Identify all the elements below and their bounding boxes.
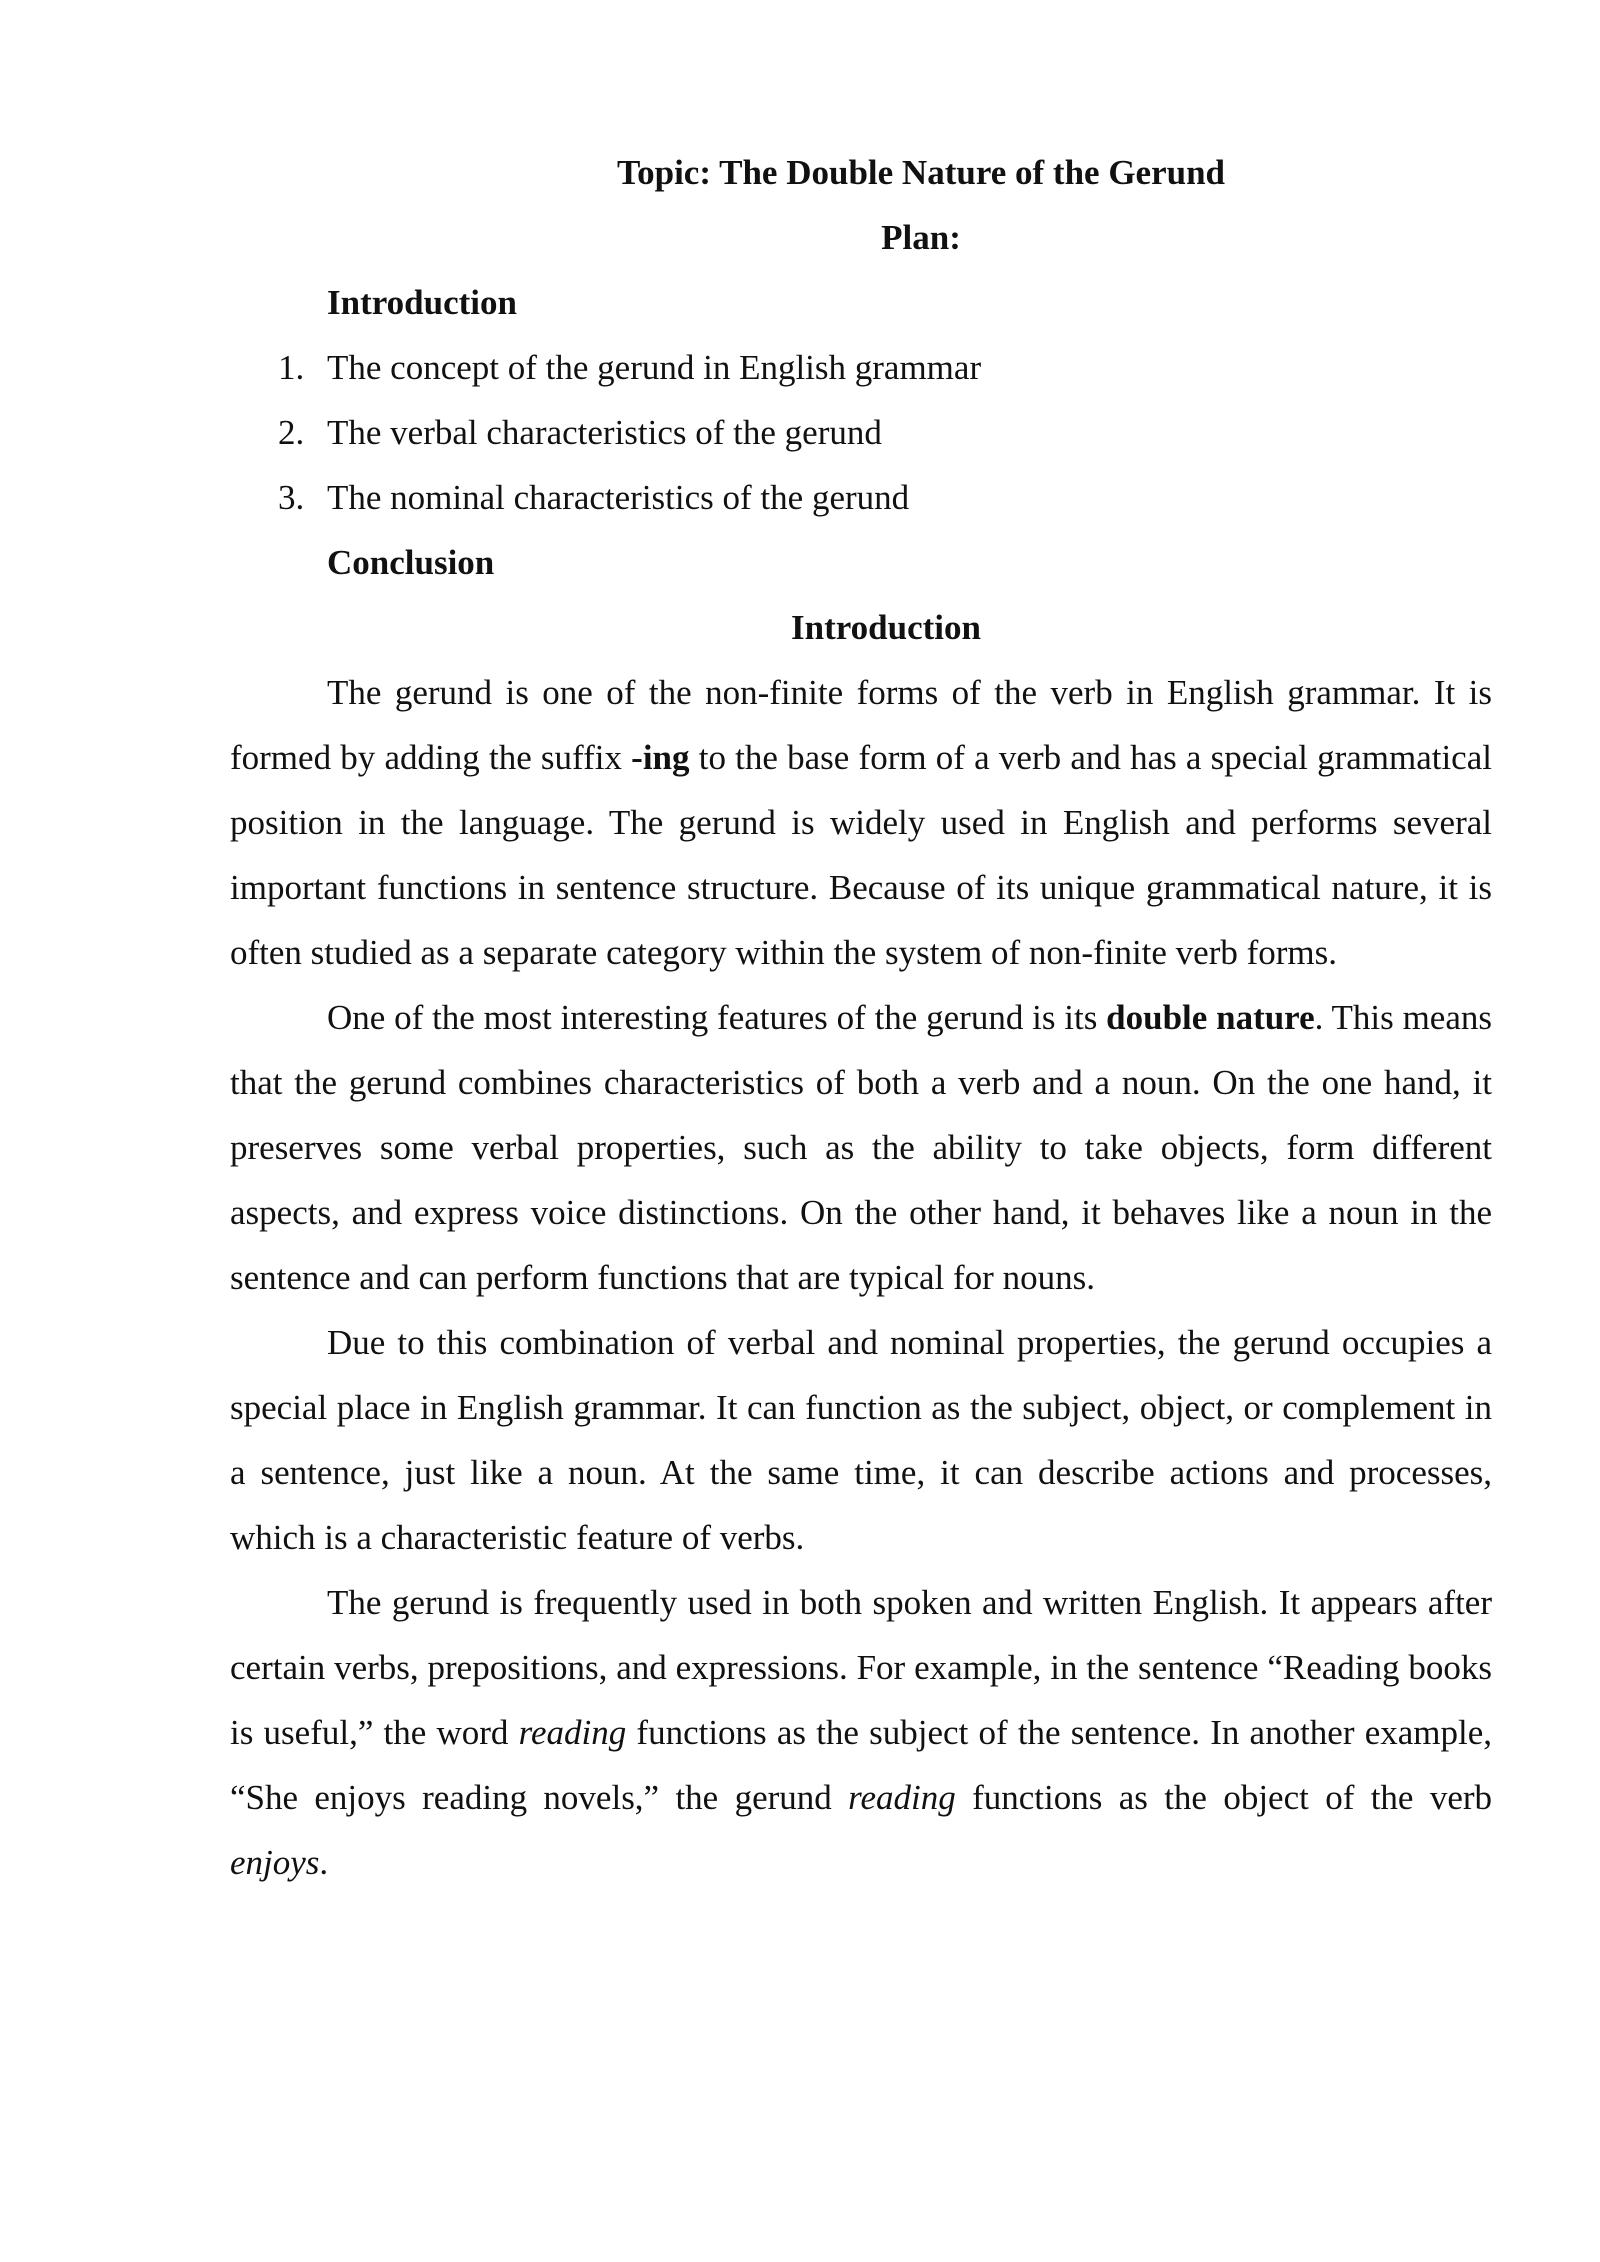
plan-item [230,400,1492,465]
plan-item-number: 3. [278,478,305,517]
example-word-reading-2: reading [848,1778,956,1817]
paragraph-1-text-a: The gerund is one of the non-finite forms of the verb in English grammar. It is formed by adding the suffix [230,673,1492,777]
paragraph-4-text-a: The gerund is frequently used in both spoken and written English. It appears after certain verbs, prepositions, and expressions. For example, in the sentence “Reading books is useful,” the word [230,1583,1492,1752]
plan-item-text: The concept of the gerund in English grammar [327,348,982,387]
paragraph-2-text-c: . This means that the gerund combines characteristics of both a verb and a noun. On the one hand, it preserves some verbal properties, such as the ability to take objects, form different aspects, and express voice distinctions. On the other hand, it behaves like a noun in the sentence and can perform functions that are typical for nouns. [230,998,1492,1297]
suffix-ing: -ing [631,738,690,777]
example-word-reading: reading [518,1713,627,1752]
paragraph-3: Due to this combination of verbal and nominal properties, the gerund occupies a special place in English grammar. It can function as the subject, object, or complement in a sentence, just like a noun. At the same time, it can describe actions and processes, which is a characteristic feature of verbs. [230,1323,1492,1557]
paragraph-1 [230,660,1492,985]
paragraph-4-text-e: functions as the object of the verb [955,1778,1493,1817]
plan-list [230,335,1492,530]
paragraph-2 [230,985,1492,1310]
plan-item-number: 1. [278,348,305,387]
double-nature-term: double nature [1106,998,1315,1037]
paragraph-1-text-c: to the base form of a verb and has a special grammatical position in the language. The gerund is widely used in English and performs several important functions in sentence structure. Because of its unique grammatical nature, it is often studied as a separate category within the system of non-finite verb forms. [230,738,1492,972]
plan-conclusion: Conclusion [327,543,495,582]
paragraph-4-text-c: functions as the subject of the sentence. In another example, “She enjoys reading novels,” the gerund [230,1713,1492,1817]
document-page [230,140,1492,1895]
document-title: Topic: The Double Nature of the Gerund [616,153,1226,192]
example-word-enjoys: enjoys [230,1843,320,1882]
plan-item-number: 2. [278,413,305,452]
plan-item-text: The verbal characteristics of the gerund [327,413,882,452]
plan-item [230,335,1492,400]
paragraph-2-text-a: One of the most interesting features of the gerund is its [327,998,1107,1037]
plan-heading: Plan: [881,218,961,257]
introduction-heading: Introduction [791,608,981,647]
plan-introduction: Introduction [327,283,517,322]
paragraph-4 [230,1570,1492,1895]
plan-item-text: The nominal characteristics of the gerund [327,478,910,517]
paragraph-4-text-g: . [319,1843,329,1882]
plan-item [230,465,1492,530]
